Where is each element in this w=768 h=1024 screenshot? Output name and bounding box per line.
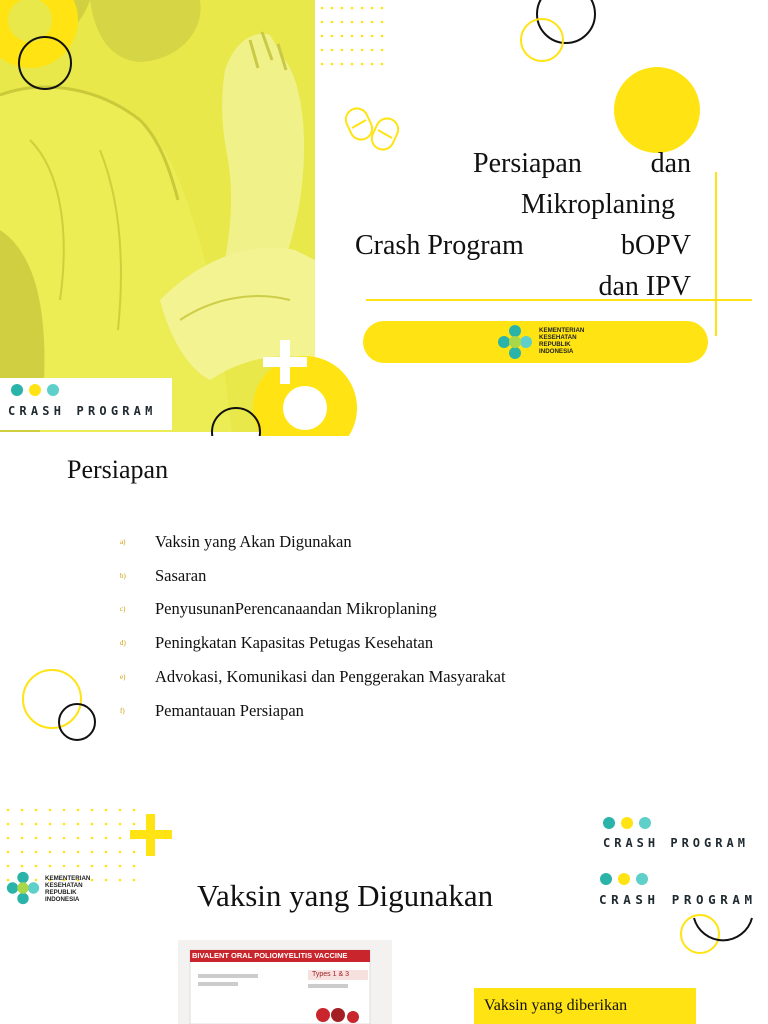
- title-slide: [0, 0, 768, 436]
- teal-dot: [603, 817, 615, 829]
- teal-dot: [11, 384, 23, 396]
- crash-program-label: CRASH PROGRAM: [8, 404, 157, 418]
- list-item: a) Vaksin yang Akan Digunakan: [120, 531, 352, 551]
- yellow-dot: [618, 873, 630, 885]
- ministry-name: KEMENTERIAN KESEHATAN REPUBLIK INDONESIA: [539, 327, 585, 355]
- title-word: Mikroplaning: [521, 189, 675, 220]
- aqua-dot: [636, 873, 648, 885]
- list-item: b) Sasaran: [120, 565, 207, 585]
- aqua-dot: [639, 817, 651, 829]
- preparation-list: [120, 525, 506, 728]
- product-types: Types 1 & 3: [312, 971, 349, 978]
- slide-title: [355, 143, 691, 307]
- title-word: Crash Program: [355, 230, 524, 261]
- ministry-name: KEMENTERIAN KESEHATAN REPUBLIK INDONESIA: [45, 875, 91, 903]
- ministry-logo-bar: [363, 321, 708, 363]
- section-title: Vaksin yang Digunakan: [197, 878, 494, 913]
- title-word: dan: [650, 148, 691, 179]
- brand-dots: [603, 817, 651, 829]
- crash-program-label: CRASH PROGRAM: [603, 836, 749, 850]
- list-item: e) Advokasi, Komunikasi dan Penggerakan Masyarakat: [120, 667, 506, 687]
- vaccine-given-label: Vaksin yang diberikan: [484, 997, 628, 1014]
- section-title: Persiapan: [67, 455, 169, 484]
- vaccine-product-image: [178, 940, 392, 1024]
- ministry-logo-icon: [495, 322, 535, 362]
- product-name: BIVALENT ORAL POLIOMYELITIS VACCINE: [192, 951, 348, 960]
- list-item: c) PenyusunanPerencanaandan Mikroplaning: [120, 599, 437, 619]
- ministry-logo-icon: [4, 869, 42, 907]
- yellow-dot: [621, 817, 633, 829]
- yellow-dot: [29, 384, 41, 396]
- list-item: f) Pemantauan Persiapan: [120, 700, 304, 720]
- decorative-rings: [20, 665, 100, 745]
- teal-dot: [600, 873, 612, 885]
- vaccine-given-box: [474, 988, 696, 1024]
- title-word: bOPV: [620, 230, 691, 261]
- brand-dots: [600, 873, 648, 885]
- crash-program-label: CRASH PROGRAM: [599, 892, 757, 907]
- title-word: Persiapan: [473, 148, 582, 179]
- crash-program-badge: [0, 378, 172, 430]
- aqua-dot: [47, 384, 59, 396]
- title-word: dan IPV: [598, 271, 691, 302]
- list-item: d) Peningkatan Kapasitas Petugas Kesehatan: [120, 633, 434, 653]
